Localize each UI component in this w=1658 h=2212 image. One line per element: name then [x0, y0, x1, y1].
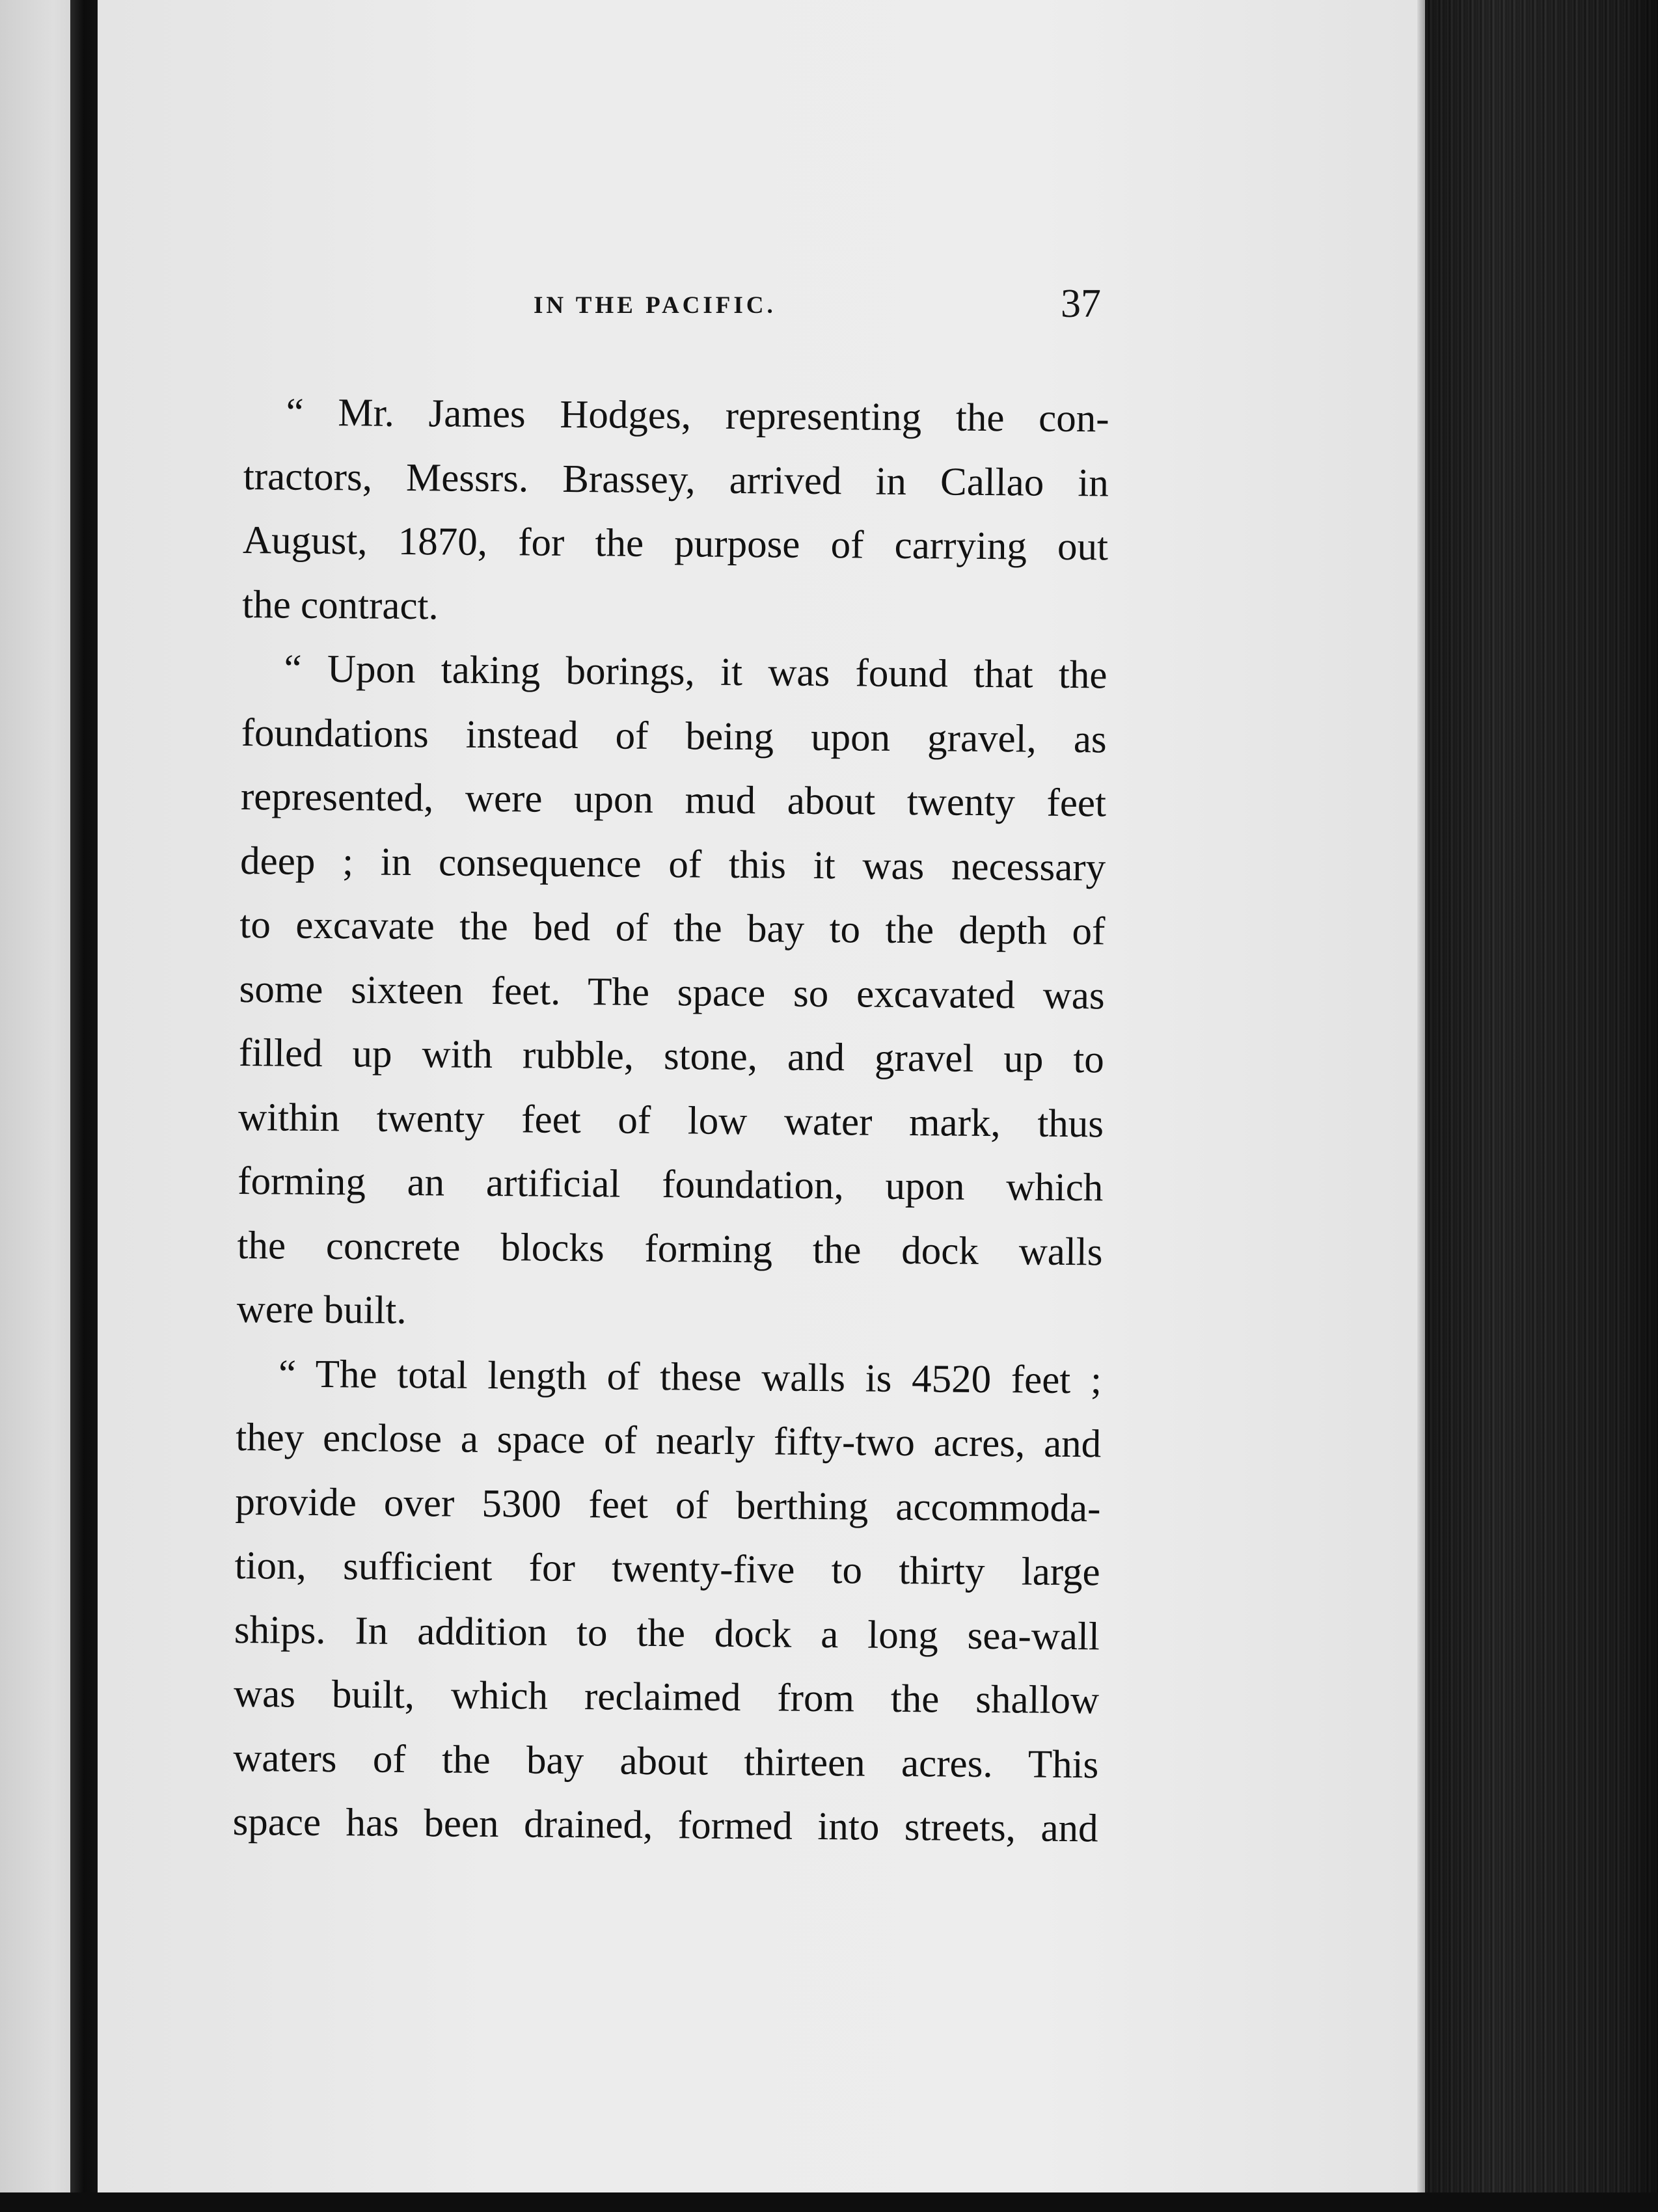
text-line: “ Mr. James Hodges, representing the con- [286, 390, 1109, 441]
text-line: ships. In addition to the dock a long sea-wall [234, 1608, 1100, 1658]
text-line: August, 1870, for the purpose of carrying out [242, 518, 1109, 569]
text-line: foundations instead of being upon gravel, as [241, 710, 1107, 761]
text-line: the concrete blocks forming the dock walls [237, 1223, 1103, 1274]
text-line: to excavate the bed of the bay to the depth of [239, 902, 1106, 954]
text-line: provide over 5300 feet of berthing accommoda- [235, 1479, 1101, 1530]
text-line: was built, which reclaimed from the shallow [233, 1671, 1100, 1723]
text-line: some sixteen feet. The space so excavated was [239, 967, 1105, 1018]
text-line: forming an artificial foundation, upon which [238, 1159, 1104, 1210]
text-line: tractors, Messrs. Brassey, arrived in Callao in [243, 454, 1109, 505]
text-line: “ Upon taking borings, it was found that the [284, 647, 1108, 697]
page-number: 37 [1061, 282, 1101, 326]
previous-page-edge [0, 0, 77, 2212]
text-line: deep ; in consequence of this it was necessary [239, 839, 1106, 889]
text-line: space has been drained, formed into streets, and [232, 1800, 1098, 1851]
text-line: they enclose a space of nearly fifty-two acres, and [235, 1415, 1102, 1466]
scan-bottom-border [0, 2192, 1658, 2212]
body-text [232, 381, 1109, 1861]
text-line: the contract. [242, 582, 439, 628]
text-line: filled up with rubble, stone, and gravel up to [238, 1031, 1105, 1082]
text-line: were built. [236, 1287, 407, 1333]
text-line: “ The total length of these walls is 4520 feet ; [278, 1351, 1102, 1402]
text-line: represented, were upon mud about twenty feet [240, 774, 1107, 826]
binding-shadow [1425, 0, 1658, 2212]
text-line: within twenty feet of low water mark, thus [238, 1095, 1104, 1146]
text-line: tion, sufficient for twenty-five to thirty large [234, 1543, 1100, 1595]
text-line: waters of the bay about thirteen acres. This [233, 1736, 1099, 1787]
